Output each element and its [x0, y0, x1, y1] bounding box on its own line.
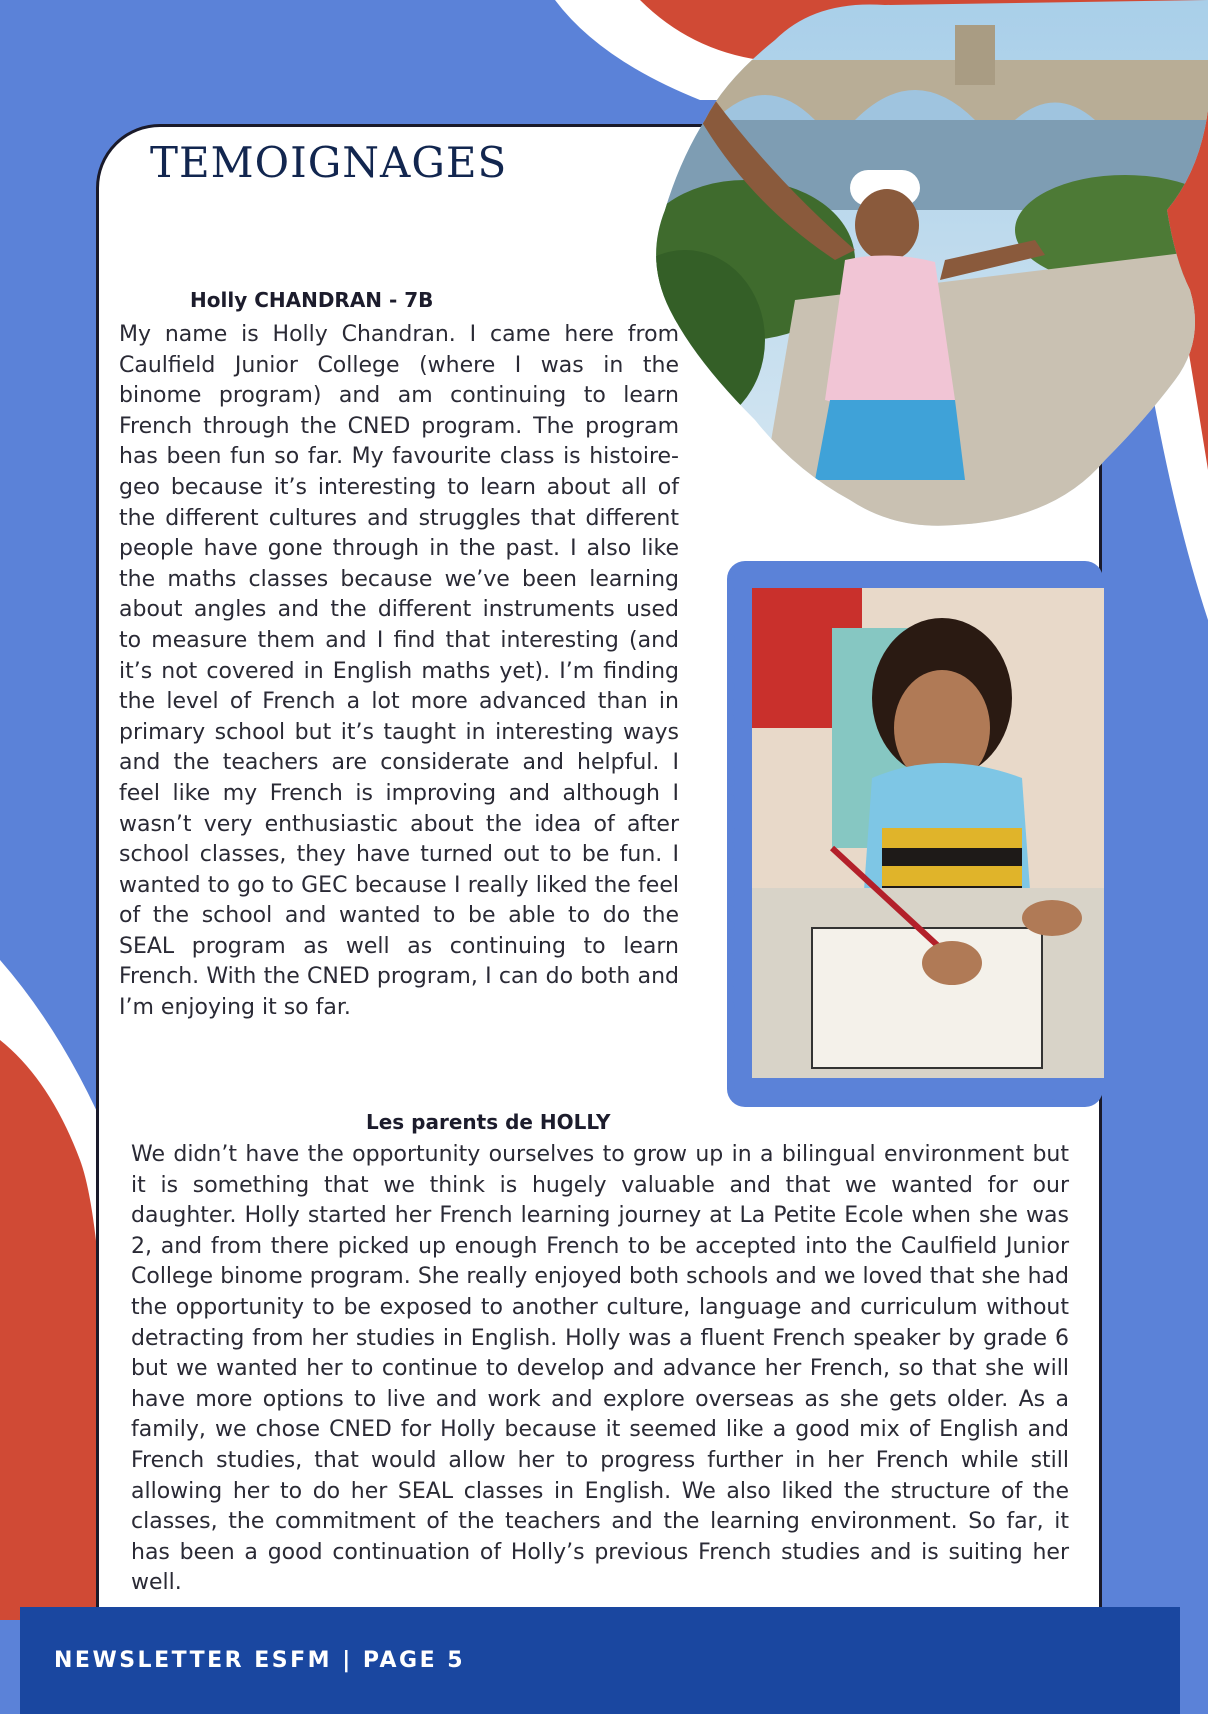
student-testimonial-text: My name is Holly Chandran. I came here from Caulfield Junior College (where I was in the binome program) and am continuing to learn French through the CNED program. The program has been fun so far. My favourite class is histoire-geo because it’s interesting to learn about all of the different cultures and struggles that different people have gone through in the past. I also like the maths classes because we’ve been learning about angles and the different instruments used to measure them and I find that interesting (and it’s not covered in English maths yet). I’m finding the level of French a lot more advanced than in primary school but it’s taught in interesting ways and the teachers are considerate and helpful. I feel like my French is improving and although I wasn’t very enthusiastic about the idea of after school classes, they have turned out to be fun. I wanted to go to GEC because I really liked the feel of the school and wanted to be able to do the SEAL program as well as continuing to learn French. With the CNED program, I can do both and I’m enjoying it so far.	[119, 322, 679, 1021]
student-heading: Holly CHANDRAN - 7B	[190, 288, 434, 312]
page-title: TEMOIGNAGES	[150, 138, 508, 187]
footer-label: NEWSLETTER ESFM | PAGE 5	[54, 1648, 466, 1673]
parents-heading: Les parents de HOLLY	[366, 1110, 611, 1134]
parents-testimonial-text: We didn’t have the opportunity ourselves to grow up in a bilingual environment but it is something that we think is hugely valuable and that we wanted for our daughter. Holly started her French learning journey at La Petite Ecole when she was 2, and from there picked up enough French to be accepted into the Caulfield Junior College binome program. She really enjoyed both schools and we loved that she had the opportunity to be exposed to another culture, language and curriculum without detracting from her studies in English. Holly was a fluent French speaker by grade 6 but we wanted her to continue to develop and advance her French, so that she will have more options to live and work and explore overseas as she gets older. As a family, we chose CNED for Holly because it seemed like a good mix of English and French studies, that would allow her to progress further in her French while still allowing her to do her SEAL classes in English. We also liked the structure of the classes, the commitment of the teachers and the learning environment. So far, it has been a good continuation of Holly’s previous French studies and is suiting her well.	[131, 1142, 1069, 1596]
photo-holly-drawing	[727, 561, 1103, 1107]
photo-holly-bridge	[655, 0, 1208, 535]
